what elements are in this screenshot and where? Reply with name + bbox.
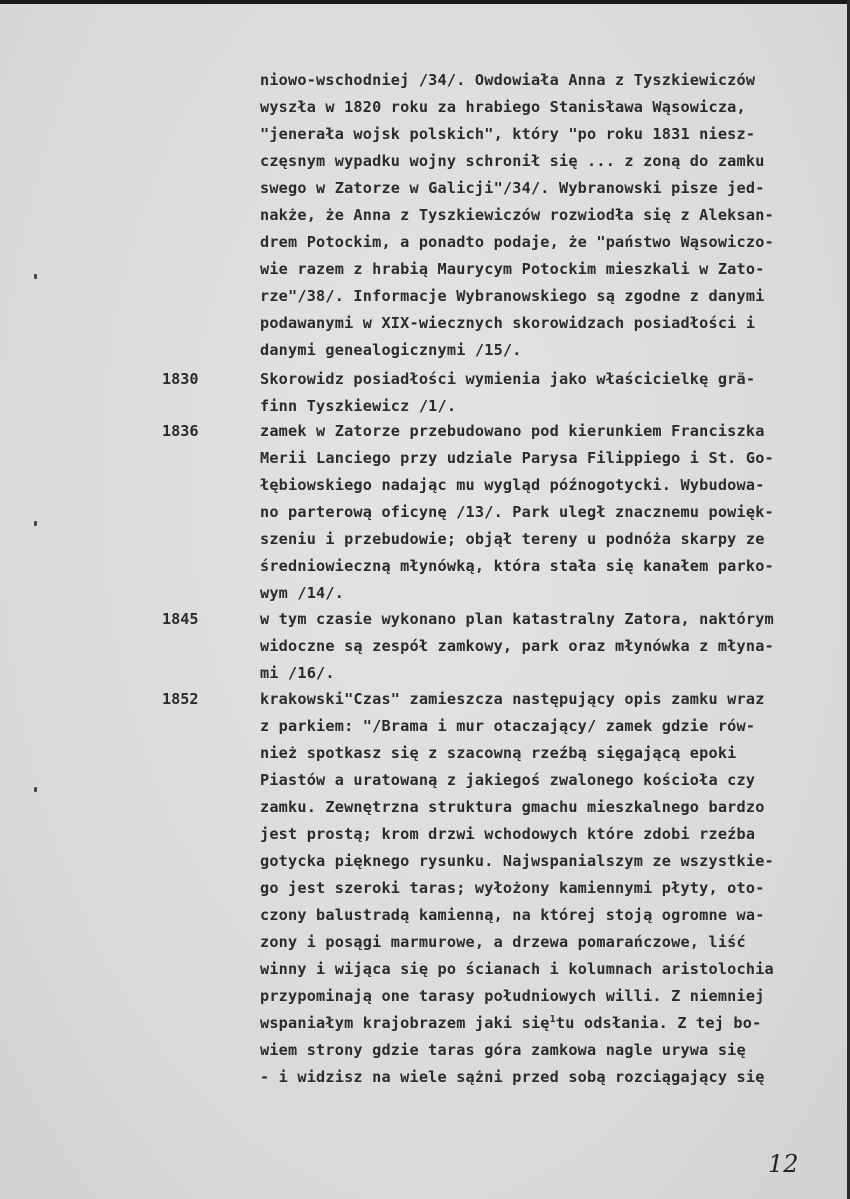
text-line: jest prostą; krom drzwi wchodowych które zdobi rzeźba bbox=[260, 825, 756, 843]
text-line: czony balustradą kamienną, na której stoją ogromne wa- bbox=[260, 906, 765, 924]
text-line: wyszła w 1820 roku za hrabiego Stanisława Wąsowicza, bbox=[260, 98, 746, 116]
text-line: mi /16/. bbox=[260, 664, 335, 682]
text-line-start: wspaniałym krajobrazem jaki się bbox=[260, 1014, 550, 1032]
text-line bbox=[260, 1013, 761, 1033]
text-line: wiem strony gdzie taras góra zamkowa nagle urywa się bbox=[260, 1041, 746, 1059]
text-line: zony i posągi marmurowe, a drzewa pomarańczowe, liść bbox=[260, 933, 746, 951]
text-line: nież spotkasz się z szacowną rzeźbą sięgającą epoki bbox=[260, 744, 737, 762]
page-number: 12 bbox=[768, 1150, 799, 1178]
text-line: średniowieczną młynówką, która stała się kanałem parko- bbox=[260, 557, 774, 575]
text-line: no parterową oficynę /13/. Park uległ znacznemu powięk- bbox=[260, 503, 774, 521]
text-line: - i widzisz na wiele sążni przed sobą rozciągający się bbox=[260, 1068, 765, 1086]
text-line: Piastów a uratowaną z jakiegoś zwalonego kościoła czy bbox=[260, 771, 756, 789]
text-line: gotycka pięknego rysunku. Najwspanialszym ze wszystkie- bbox=[260, 852, 774, 870]
year-1836: 1836 bbox=[162, 422, 199, 440]
text-line: częsnym wypadku wojny schronił się ... z zoną do zamku bbox=[260, 152, 765, 170]
text-line: łębiowskiego nadając mu wygląd późnogotycki. Wybudowa- bbox=[260, 476, 765, 494]
text-line: Skorowidz posiadłości wymienia jako właścicielkę grä- bbox=[260, 370, 756, 388]
text-line: danymi genealogicznymi /15/. bbox=[260, 341, 522, 359]
margin-speck bbox=[34, 787, 37, 792]
text-line: widoczne są zespół zamkowy, park oraz młynówka z młyna- bbox=[260, 637, 774, 655]
margin-speck bbox=[34, 274, 37, 279]
text-line: wie razem z hrabią Maurycym Potockim mieszkali w Zato- bbox=[260, 260, 765, 278]
margin-speck bbox=[34, 521, 37, 526]
text-line: zamek w Zatorze przebudowano pod kierunkiem Franciszka bbox=[260, 422, 765, 440]
year-1852: 1852 bbox=[162, 690, 199, 708]
text-line: winny i wijąca się po ścianach i kolumnach aristolochia bbox=[260, 960, 774, 978]
text-line: szeniu i przebudowie; objął tereny u podnóża skarpy ze bbox=[260, 530, 765, 548]
text-line: "jenerała wojsk polskich", który "po roku 1831 niesz- bbox=[260, 125, 756, 143]
text-line: zamku. Zewnętrzna struktura gmachu mieszkalnego bardzo bbox=[260, 798, 765, 816]
text-line: nakże, że Anna z Tyszkiewiczów rozwiodła się z Aleksan- bbox=[260, 206, 774, 224]
text-line: wym /14/. bbox=[260, 584, 345, 602]
text-line: finn Tyszkiewicz /1/. bbox=[260, 397, 457, 415]
text-line: drem Potockim, a ponadto podaje, że "państwo Wąsowiczo- bbox=[260, 233, 774, 251]
text-line: z parkiem: "/Brama i mur otaczający/ zamek gdzie rów- bbox=[260, 717, 756, 735]
text-line: przypominają one tarasy południowych willi. Z niemniej bbox=[260, 987, 765, 1005]
text-line: podawanymi w XIX-wiecznych skorowidzach posiadłości i bbox=[260, 314, 756, 332]
text-line: go jest szeroki taras; wyłożony kamiennymi płyty, oto- bbox=[260, 879, 765, 897]
text-line: swego w Zatorze w Galicji"/34/. Wybranowski pisze jed- bbox=[260, 179, 765, 197]
text-line: Merii Lanciego przy udziale Parysa Filippiego i St. Go- bbox=[260, 449, 774, 467]
text-line: w tym czasie wykonano plan katastralny Zatora, naktórym bbox=[260, 610, 774, 628]
text-line: rze"/38/. Informacje Wybranowskiego są zgodne z danymi bbox=[260, 287, 765, 305]
year-1845: 1845 bbox=[162, 610, 199, 628]
superscript-mark: 1 bbox=[549, 1014, 556, 1025]
year-1830: 1830 bbox=[162, 370, 199, 388]
text-line: krakowski"Czas" zamieszcza następujący opis zamku wraz bbox=[260, 690, 765, 708]
text-line: niowo-wschodniej /34/. Owdowiała Anna z Tyszkiewiczów bbox=[260, 71, 756, 89]
text-line-end: tu odsłania. Z tej bo- bbox=[555, 1014, 762, 1032]
